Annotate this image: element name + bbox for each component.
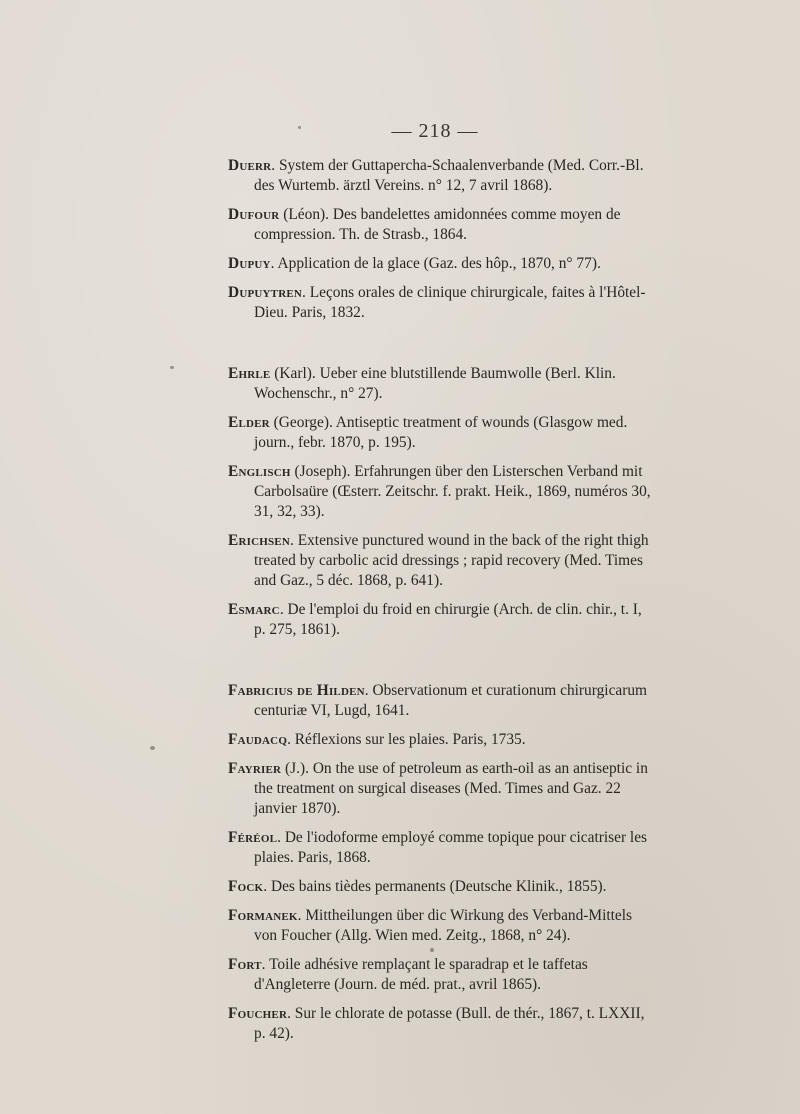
bibliography-entry bbox=[228, 906, 656, 946]
entry-author: Formanek bbox=[228, 907, 298, 924]
bibliography-entry bbox=[228, 531, 656, 591]
bibliography-entry bbox=[228, 877, 656, 897]
entry-text: (Léon). Des bandelettes amidonnées comme moyen de compression. Th. de Strasb., 1864. bbox=[254, 206, 621, 243]
entry-text: . Observationum et curationum chirurgicarum centuriæ VI, Lugd, 1641. bbox=[254, 682, 648, 719]
bibliography-list bbox=[228, 156, 656, 1053]
entry-author: Fock bbox=[228, 878, 264, 895]
entry-author: Fayrier bbox=[228, 760, 282, 777]
bibliography-entry bbox=[228, 462, 656, 522]
entry-author: Duerr bbox=[228, 157, 272, 174]
entry-author: Esmarc bbox=[228, 601, 280, 618]
entry-text: (Karl). Ueber eine blutstillende Baumwolle (Berl. Klin. Wochenschr., n° 27). bbox=[254, 365, 616, 402]
page-number: — 218 — bbox=[391, 120, 479, 142]
entry-text: . Mittheilungen über dic Wirkung des Verband-Mittels von Foucher (Allg. Wien med. Zeitg., 1868, n° 24). bbox=[254, 907, 633, 944]
paper-speck bbox=[170, 366, 174, 369]
bibliography-entry bbox=[228, 156, 656, 196]
bibliography-entry bbox=[228, 681, 656, 721]
entry-author: Elder bbox=[228, 414, 270, 431]
entry-author: Dupuy bbox=[228, 255, 271, 272]
entry-text: . De l'iodoforme employé comme topique pour cicatriser les plaies. Paris, 1868. bbox=[254, 829, 648, 866]
bibliography-entry bbox=[228, 730, 656, 750]
bibliography-entry bbox=[228, 828, 656, 868]
entry-text: . Des bains tièdes permanents (Deutsche Klinik., 1855). bbox=[263, 878, 607, 895]
entry-text: . Extensive punctured wound in the back of the right thigh treated by carbolic acid dressings ; rapid recovery (Med. Times and Gaz., 5 déc. 1868, p. 641). bbox=[254, 532, 649, 589]
entry-text: (Joseph). Erfahrungen über den Listerschen Verband mit Carbolsaüre (Œsterr. Zeitschr. f. prakt. Heik., 1869, numéros 30, 31, 32, 33). bbox=[254, 463, 651, 520]
bibliography-entry bbox=[228, 283, 656, 323]
entry-author: Foucher bbox=[228, 1005, 288, 1022]
bibliography-entry bbox=[228, 955, 656, 995]
entry-author: Englisch bbox=[228, 463, 291, 480]
entry-author: Fort bbox=[228, 956, 262, 973]
entry-text: (George). Antiseptic treatment of wounds (Glasgow med. journ., febr. 1870, p. 195). bbox=[254, 414, 628, 451]
section-gap bbox=[228, 332, 656, 364]
bibliography-entry bbox=[228, 364, 656, 404]
entry-text: . Sur le chlorate de potasse (Bull. de thér., 1867, t. LXXII, p. 42). bbox=[254, 1005, 645, 1042]
entry-author: Fabricius de Hilden bbox=[228, 682, 365, 699]
bibliography-entry bbox=[228, 759, 656, 819]
entry-author: Dufour bbox=[228, 206, 280, 223]
bibliography-entry bbox=[228, 600, 656, 640]
bibliography-entry bbox=[228, 254, 656, 274]
entry-text: . De l'emploi du froid en chirurgie (Arch. de clin. chir., t. I, p. 275, 1861). bbox=[254, 601, 642, 638]
bibliography-group-e bbox=[228, 364, 656, 640]
entry-text: . System der Guttapercha-Schaalenverbande (Med. Corr.-Bl. des Wurtemb. ärztl Vereins. n° 12, 7 avril 1868). bbox=[254, 157, 644, 194]
entry-text: . Réflexions sur les plaies. Paris, 1735. bbox=[287, 731, 526, 748]
entry-text: . Leçons orales de clinique chirurgicale, faites à l'Hôtel-Dieu. Paris, 1832. bbox=[254, 284, 646, 321]
paper-speck bbox=[430, 948, 434, 952]
paper-speck bbox=[150, 746, 155, 750]
entry-author: Faudacq bbox=[228, 731, 288, 748]
bibliography-entry bbox=[228, 1004, 656, 1044]
entry-text: . Application de la glace (Gaz. des hôp., 1870, n° 77). bbox=[270, 255, 601, 272]
entry-text: (J.). On the use of petroleum as earth-oil as an antiseptic in the treatment on surgical diseases (Med. Times and Gaz. 22 janvier 1870). bbox=[254, 760, 648, 817]
entry-author: Féréol bbox=[228, 829, 278, 846]
bibliography-group-d bbox=[228, 156, 656, 323]
entry-text: . Toile adhésive remplaçant le sparadrap et le taffetas d'Angleterre (Journ. de méd. prat., avril 1865). bbox=[254, 956, 588, 993]
entry-author: Erichsen bbox=[228, 532, 290, 549]
section-gap bbox=[228, 649, 656, 681]
paper-speck bbox=[298, 126, 301, 129]
bibliography-group-f bbox=[228, 681, 656, 1044]
bibliography-entry bbox=[228, 413, 656, 453]
entry-author: Dupuytren bbox=[228, 284, 303, 301]
bibliography-entry bbox=[228, 205, 656, 245]
entry-author: Ehrle bbox=[228, 365, 271, 382]
